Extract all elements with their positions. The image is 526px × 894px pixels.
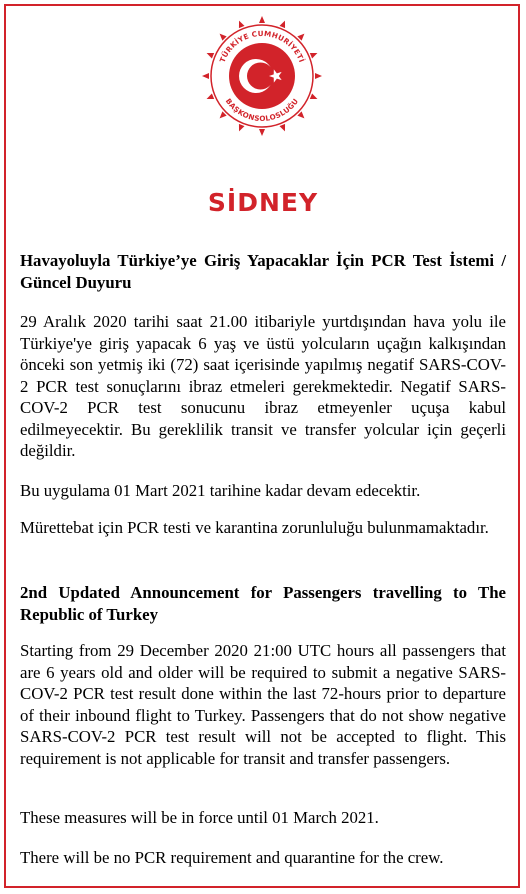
en-announcement-title: 2nd Updated Announcement for Passengers travelling to The Republic of Turkey — [20, 583, 506, 624]
en-paragraph-2: These measures will be in force until 01 March 2021. — [20, 808, 379, 827]
consulate-emblem-icon — [198, 12, 326, 140]
en-paragraph-3: There will be no PCR requirement and quarantine for the crew. — [20, 848, 444, 867]
svg-text:BAŞKONSOLOSLUĞU: BAŞKONSOLOSLUĞU — [223, 96, 301, 124]
tr-paragraph-2: Bu uygulama 01 Mart 2021 tarihine kadar devam edecektir. — [20, 481, 421, 500]
en-paragraph-1: Starting from 29 December 2020 21:00 UTC hours all passengers that are 6 years old and older will be required to submit a negative SARS-COV-2 PCR test result done within the last 72-hours prior to departure of their inbound flight to Turkey. Passengers that do not show negative SARS-COV-2 PCR test result will not be accepted to flight. This requirement is not applicable for transit and transfer passengers. — [20, 641, 506, 768]
tr-paragraph-3: Mürettebat için PCR testi ve karantina zorunluluğu bulunmamaktadır. — [20, 518, 489, 537]
tr-announcement-title: Havayoluyla Türkiye’ye Giriş Yapacaklar İçin PCR Test İstemi / Güncel Duyuru — [20, 251, 506, 292]
svg-text:TÜRKİYE CUMHURİYETİ: TÜRKİYE CUMHURİYETİ — [217, 28, 307, 64]
city-title: SİDNEY — [207, 188, 319, 217]
tr-paragraph-1: 29 Aralık 2020 tarihi saat 21.00 itibariyle yurtdışından hava yolu ile Türkiye'ye giriş yapacak 6 yaş ve üstü yolcuların uçağın kalkışından önceki son yetmiş iki (72) saat içerisinde yapılmış negatif SARS-COV-2 PCR test sonuçlarını ibraz etmeleri gerekmektedir. Negatif SARS-COV-2 PCR test sonucunu ibraz etmeyenler uçuşa kabul edilmeyecektir. Bu gereklilik transit ve transfer yolcular için geçerli değildir. — [20, 312, 506, 460]
